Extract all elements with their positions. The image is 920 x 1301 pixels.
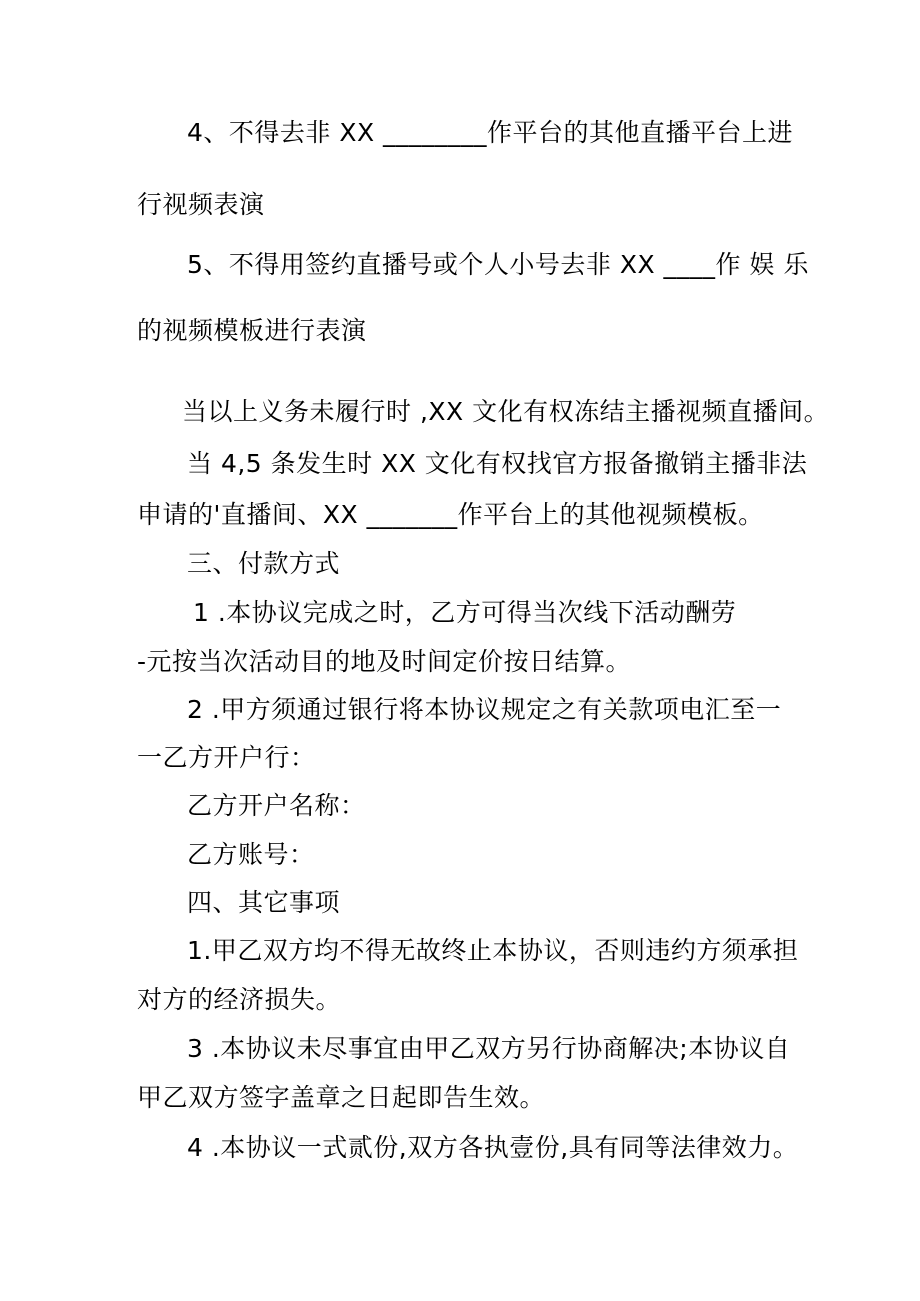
other-item-1-line-2: 对方的经济损失。: [137, 985, 342, 1014]
payment-item-2-line-2: 一乙方开户行：: [137, 743, 316, 772]
other-item-1-line-1: 1.甲乙双方均不得无故终止本协议，否则违约方须承担: [187, 936, 799, 965]
clause-5-line-2: 的视频模板进行表演: [137, 316, 367, 345]
clause-4-line-1: 4、不得去非 XX ________作平台的其他直播平台上进: [187, 118, 794, 147]
account-number-label: 乙方账号：: [187, 840, 315, 869]
other-item-4-line-1: 4 .本协议一式贰份,双方各执壹份,具有同等法律效力。: [187, 1133, 799, 1162]
clause-4-5-paragraph-line-2: 申请的'直播间、XX _______作平台上的其他视频模板。: [137, 500, 764, 529]
other-item-3-line-2: 甲乙双方签字盖章之日起即告生效。: [137, 1083, 546, 1112]
obligation-breach-paragraph: 当以上义务未履行时 ,XX 文化有权冻结主播视频直播间。: [182, 397, 830, 426]
section-heading-other-matters: 四、其它事项: [187, 888, 341, 917]
payment-item-1-line-1: 1 .本协议完成之时，乙方可得当次线下活动酬劳: [193, 598, 737, 627]
payment-item-1-line-2: -元按当次活动目的地及时间定价按日结算。: [137, 647, 632, 676]
account-name-label: 乙方开户名称：: [187, 791, 366, 820]
section-heading-payment: 三、付款方式: [187, 549, 341, 578]
clause-5-line-1: 5、不得用签约直播号或个人小号去非 XX ____作 娱 乐: [187, 250, 809, 279]
payment-item-2-line-1: 2 .甲方须通过银行将本协议规定之有关款项电汇至一: [187, 695, 782, 724]
clause-4-5-paragraph-line-1: 当 4,5 条发生时 XX 文化有权找官方报备撤销主播非法: [187, 449, 808, 478]
other-item-3-line-1: 3 .本协议未尽事宜由甲乙双方另行协商解决;本协议自: [187, 1034, 791, 1063]
clause-4-line-2: 行视频表演: [137, 190, 265, 219]
